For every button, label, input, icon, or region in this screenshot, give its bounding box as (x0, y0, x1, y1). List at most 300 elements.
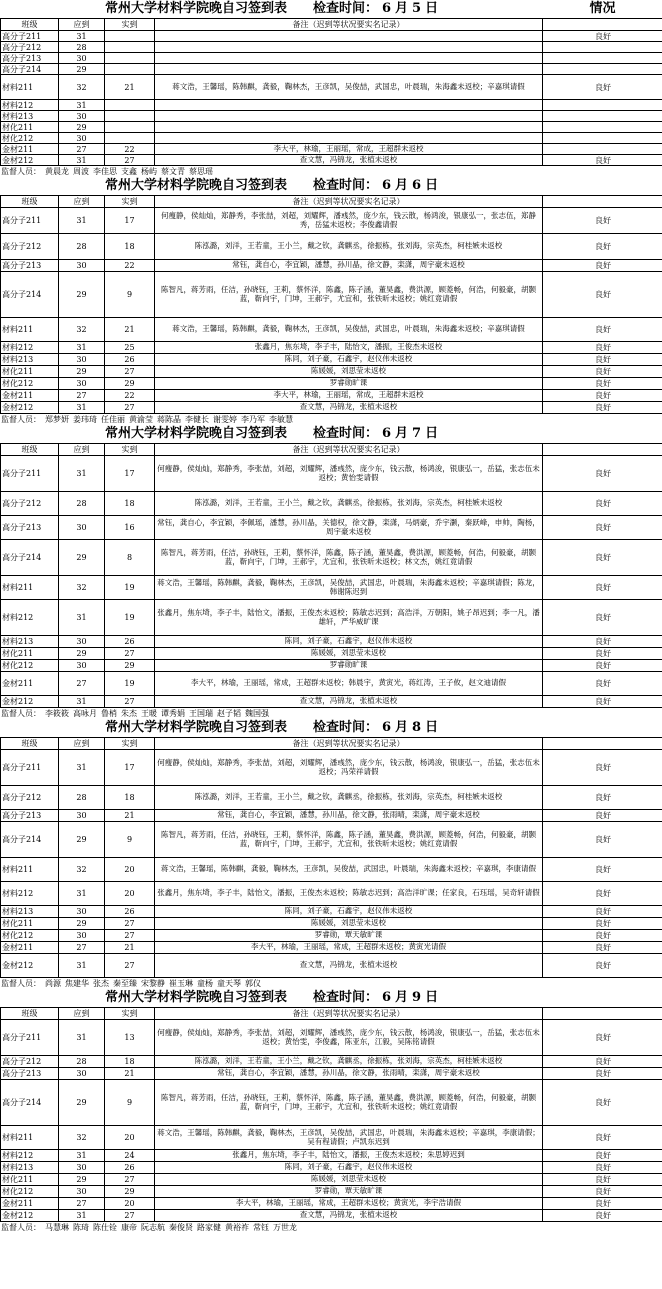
class-name: 高分子213 (1, 810, 59, 822)
status: 良好 (543, 954, 662, 978)
col-header-class: 班级 (1, 196, 59, 208)
class-name: 金材211 (1, 390, 59, 402)
should-count: 31 (59, 882, 105, 906)
remark: 陈泓潞，刘洋，王若童，王小兰，戴之钦，龚麒丞，徐振栋，张刘海，宗英杰，柯桂嫉未返校 (155, 492, 543, 516)
supervisor-name: 尚源 (45, 979, 61, 988)
table-row (1, 31, 662, 42)
supervisor-name: 康帝 (121, 1223, 137, 1232)
should-count: 29 (59, 822, 105, 858)
check-day: 7 (412, 426, 422, 441)
supervisor-name: 李敏慧 (269, 415, 293, 424)
actual-count: 29 (105, 660, 155, 672)
remark (155, 31, 543, 42)
should-count: 31 (59, 600, 105, 636)
col-header-status (543, 1008, 662, 1020)
actual-count: 27 (105, 696, 155, 708)
table-row (1, 75, 662, 100)
class-name: 金材212 (1, 954, 59, 978)
remark: 李大平，林瑜，王丽瑶，常成，王超群未返校；韩晨宇，黄寅光，蒋红涛，王子攸，赵文迪请假 (155, 672, 543, 696)
month-unit: 月 (395, 1, 409, 16)
month-unit: 月 (395, 990, 409, 1005)
col-header-class: 班级 (1, 444, 59, 456)
remark (155, 53, 543, 64)
remark: 李大平，林瑜，王丽瑶，常成，王超群未返校；黄寅光，李宇浩请假 (155, 1198, 543, 1210)
actual-count: 24 (105, 1150, 155, 1162)
table-row (1, 1186, 662, 1198)
status: 良好 (543, 354, 662, 366)
should-count: 29 (59, 1080, 105, 1126)
actual-count (105, 133, 155, 144)
remark: 何瘦静，侯灿灿，郑静秀，李张喆，刘超，刘耀辉，潘彧然，庞少东，钱云散，杨鸿浚，银康弘一，岳猛，张志伍未返校；冯荣祥请假 (155, 750, 543, 786)
class-name: 材料212 (1, 100, 59, 111)
table-row (1, 492, 662, 516)
supervisor-name: 王国瑞 (189, 709, 213, 718)
col-header-status (543, 444, 662, 456)
supervisor-label: 监督人员： (1, 1223, 41, 1232)
table-row (1, 144, 662, 155)
check-day: 5 (412, 1, 422, 16)
supervisor-name: 童杨 (197, 979, 213, 988)
remark: 蒋文浩，王馨瑶，陈韩麒，龚毅，鞠林杰，王彦凯，吴俊喆，武国忠，叶晨瑞，朱海鑫未返校；辛嘉琪请假 (155, 75, 543, 100)
day-table (0, 425, 662, 708)
class-name: 高分子211 (1, 208, 59, 234)
actual-count (105, 111, 155, 122)
status: 良好 (543, 1068, 662, 1080)
class-name: 材料212 (1, 600, 59, 636)
supervisor-name: 秦俊贤 (169, 1223, 193, 1232)
remark: 罗睿勋，覃天敏旷课 (155, 930, 543, 942)
status: 良好 (543, 390, 662, 402)
class-name: 材料212 (1, 1150, 59, 1162)
title-text: 常州大学材料学院晚自习签到表 (104, 1, 287, 16)
check-month: 6 (381, 178, 392, 193)
col-header-remarks: 备注（迟到等状况要实名记录） (155, 19, 543, 31)
should-count: 28 (59, 1056, 105, 1068)
actual-count: 20 (105, 1126, 155, 1150)
month-unit: 月 (395, 426, 409, 441)
table-row (1, 540, 662, 576)
table-row (1, 42, 662, 53)
remark: 陈媛媛，刘思莹未返校 (155, 366, 543, 378)
should-count: 31 (59, 1020, 105, 1056)
table-row (1, 1198, 662, 1210)
supervisor-name: 黄裕祚 (225, 1223, 249, 1232)
class-name: 高分子211 (1, 1020, 59, 1056)
actual-count: 21 (105, 318, 155, 342)
status: 良好 (543, 516, 662, 540)
remark: 常钰，龚自心，李宜颖，潘慧，孙川晶，徐文静，张雨晴，栾潇，周宇豪未返校 (155, 1068, 543, 1080)
check-day: 9 (412, 990, 422, 1005)
supervisor-name: 崔玉琳 (169, 979, 193, 988)
status: 良好 (543, 882, 662, 906)
col-header-remarks: 备注（迟到等状况要实名记录） (155, 1008, 543, 1020)
class-name: 材料213 (1, 906, 59, 918)
remark: 李大平，林瑜，王丽瑶，常成，王超群未返校；黄寅光请假 (155, 942, 543, 954)
remark: 蒋文浩，王馨瑶，陈韩麒，龚毅，鞠林杰，王彦凯，吴俊喆，武国忠，叶晨瑞，朱海鑫未返校；辛嘉琪请假 (155, 318, 543, 342)
supervisor-name: 焦建华 (65, 979, 89, 988)
actual-count: 18 (105, 1056, 155, 1068)
supervisor-name: 陈仕铨 (93, 1223, 117, 1232)
actual-count: 18 (105, 492, 155, 516)
table-row (1, 918, 662, 930)
should-count: 30 (59, 930, 105, 942)
class-name: 材料213 (1, 636, 59, 648)
should-count: 30 (59, 636, 105, 648)
should-count: 28 (59, 42, 105, 53)
class-name: 高分子212 (1, 42, 59, 53)
table-row (1, 786, 662, 810)
status: 良好 (543, 1162, 662, 1174)
table-row (1, 155, 662, 166)
should-count: 27 (59, 1198, 105, 1210)
check-day: 8 (412, 720, 422, 735)
check-month: 6 (381, 426, 392, 441)
supervisor-name: 高咏月 (73, 709, 97, 718)
class-name: 金材212 (1, 1210, 59, 1222)
class-name: 材料213 (1, 1162, 59, 1174)
actual-count: 21 (105, 810, 155, 822)
supervisor-name: 宋黎静 (141, 979, 165, 988)
should-count: 30 (59, 906, 105, 918)
status (543, 133, 662, 144)
class-name: 材化212 (1, 930, 59, 942)
actual-count: 26 (105, 906, 155, 918)
supervisor-name: 谢雯婷 (213, 415, 237, 424)
should-count: 30 (59, 660, 105, 672)
status: 良好 (543, 918, 662, 930)
month-unit: 月 (395, 720, 409, 735)
supervisor-name: 谭秀娟 (161, 709, 185, 718)
remark: 陈泓潞，刘洋，王若童，王小兰，戴之钦，龚麒丞，徐振栋，张刘海，宗英杰，柯桂嫉未返校 (155, 234, 543, 260)
col-header-remarks: 备注（迟到等状况要实名记录） (155, 738, 543, 750)
remark: 陈同，刘子豪，石鑫宇，赵仪伟未返校 (155, 354, 543, 366)
actual-count (105, 100, 155, 111)
supervisor-line (0, 414, 662, 425)
check-time-label: 检查时间： (312, 178, 378, 193)
should-count: 29 (59, 272, 105, 318)
supervisor-name: 李乃军 (241, 415, 265, 424)
supervisor-name: 万世龙 (273, 1223, 297, 1232)
class-name: 材化212 (1, 660, 59, 672)
supervisor-name: 蒋陈晶 (157, 415, 181, 424)
status: 良好 (543, 942, 662, 954)
actual-count: 27 (105, 402, 155, 414)
class-name: 高分子214 (1, 822, 59, 858)
day-table (0, 989, 662, 1222)
supervisor-name: 朱杰 (121, 709, 137, 718)
class-name: 高分子214 (1, 540, 59, 576)
day-unit: 日 (425, 990, 439, 1005)
supervisor-name: 蔡文青 (161, 167, 185, 176)
status: 良好 (543, 456, 662, 492)
status: 良好 (543, 906, 662, 918)
class-name: 材化212 (1, 378, 59, 390)
class-name: 材料212 (1, 342, 59, 354)
should-count: 30 (59, 516, 105, 540)
table-row (1, 1150, 662, 1162)
class-name: 高分子214 (1, 272, 59, 318)
status: 良好 (543, 930, 662, 942)
actual-count: 27 (105, 366, 155, 378)
table-row (1, 64, 662, 75)
actual-count: 22 (105, 390, 155, 402)
col-header-actual: 实到 (105, 738, 155, 750)
table-row (1, 318, 662, 342)
remark: 陈同，刘子豪，石鑫宇，赵仪伟未返校 (155, 1162, 543, 1174)
table-row (1, 456, 662, 492)
class-name: 材料211 (1, 858, 59, 882)
status: 良好 (543, 858, 662, 882)
sheet-title (1, 989, 543, 1008)
supervisor-line (0, 978, 662, 989)
status: 良好 (543, 1174, 662, 1186)
class-name: 材料211 (1, 1126, 59, 1150)
col-header-actual: 实到 (105, 444, 155, 456)
table-row (1, 402, 662, 414)
status: 良好 (543, 1198, 662, 1210)
should-count: 27 (59, 672, 105, 696)
sheet-title (1, 425, 543, 444)
should-count: 29 (59, 366, 105, 378)
check-day: 6 (412, 178, 422, 193)
actual-count: 9 (105, 822, 155, 858)
should-count: 31 (59, 456, 105, 492)
table-row (1, 810, 662, 822)
table-row (1, 390, 662, 402)
col-header-actual: 实到 (105, 19, 155, 31)
class-name: 材料211 (1, 75, 59, 100)
should-count: 27 (59, 144, 105, 155)
table-row (1, 1126, 662, 1150)
should-count: 30 (59, 810, 105, 822)
remark: 查文慧，冯锦龙，张植未返校 (155, 954, 543, 978)
supervisor-label: 监督人员： (1, 167, 41, 176)
should-count: 32 (59, 318, 105, 342)
table-row (1, 942, 662, 954)
supervisor-name: 黄晨龙 (45, 167, 69, 176)
should-count: 31 (59, 31, 105, 42)
table-row (1, 122, 662, 133)
should-count: 30 (59, 1186, 105, 1198)
actual-count: 17 (105, 750, 155, 786)
should-count: 30 (59, 378, 105, 390)
table-row (1, 882, 662, 906)
should-count: 27 (59, 390, 105, 402)
class-name: 材化211 (1, 648, 59, 660)
title-text: 常州大学材料学院晚自习签到表 (104, 178, 287, 193)
should-count: 28 (59, 786, 105, 810)
class-name: 高分子213 (1, 516, 59, 540)
class-name: 材化211 (1, 122, 59, 133)
class-name: 高分子212 (1, 1056, 59, 1068)
status: 良好 (543, 208, 662, 234)
remark: 张鑫月，焦东埼，李子丰，陆怡文，潘振，王俊杰未返校；陈敏志迟到；高浩洋旷课；任家良，石珏瑶，吴奇轩请假 (155, 882, 543, 906)
actual-count: 19 (105, 576, 155, 600)
col-header-status (543, 738, 662, 750)
class-name: 金材212 (1, 696, 59, 708)
should-count: 29 (59, 918, 105, 930)
status: 良好 (543, 1020, 662, 1056)
should-count: 32 (59, 1126, 105, 1150)
actual-count: 25 (105, 342, 155, 354)
actual-count: 13 (105, 1020, 155, 1056)
status: 良好 (543, 660, 662, 672)
day-unit: 日 (425, 1, 439, 16)
situation-header (543, 989, 662, 1008)
supervisor-line (0, 708, 662, 719)
table-row (1, 600, 662, 636)
supervisor-label: 监督人员： (1, 709, 41, 718)
should-count: 27 (59, 942, 105, 954)
remark: 张鑫月，焦东埼，李子丰，陆怡文，潘振，王俊杰未返校；陈敏志迟到；高浩洋，万朝阳，姚子昂迟到；李一凡，潘雄轩，严华威旷课 (155, 600, 543, 636)
check-time-label: 检查时间： (312, 426, 378, 441)
check-time-label: 检查时间： (312, 1, 378, 16)
should-count: 30 (59, 260, 105, 272)
table-row (1, 1174, 662, 1186)
table-row (1, 1056, 662, 1068)
actual-count: 29 (105, 1186, 155, 1198)
supervisor-name: 魏国强 (245, 709, 269, 718)
supervisor-name: 路家健 (197, 1223, 221, 1232)
remark: 陈泓潞，刘洋，王若童，王小兰，戴之钦，龚麒丞，徐振栋，张刘海，宗英杰，柯桂嫉未返校 (155, 1056, 543, 1068)
actual-count: 27 (105, 155, 155, 166)
status: 良好 (543, 492, 662, 516)
actual-count: 18 (105, 234, 155, 260)
remark: 查文慧，冯锦龙，张植未返校 (155, 1210, 543, 1222)
status (543, 53, 662, 64)
status (543, 111, 662, 122)
should-count: 30 (59, 53, 105, 64)
month-unit: 月 (395, 178, 409, 193)
table-row (1, 272, 662, 318)
actual-count (105, 31, 155, 42)
supervisor-name: 李筱筱 (45, 709, 69, 718)
should-count: 28 (59, 492, 105, 516)
actual-count: 19 (105, 672, 155, 696)
col-header-should: 应到 (59, 1008, 105, 1020)
status: 良好 (543, 366, 662, 378)
should-count: 31 (59, 402, 105, 414)
table-row (1, 660, 662, 672)
table-row (1, 1080, 662, 1126)
actual-count: 27 (105, 930, 155, 942)
supervisor-name: 常钰 (253, 1223, 269, 1232)
supervisor-line (0, 1222, 662, 1233)
actual-count: 9 (105, 1080, 155, 1126)
day-unit: 日 (425, 178, 439, 193)
actual-count: 20 (105, 858, 155, 882)
status: 良好 (543, 540, 662, 576)
should-count: 31 (59, 1150, 105, 1162)
remark: 查文慧，冯锦龙，张植未返校 (155, 155, 543, 166)
class-name: 金材211 (1, 672, 59, 696)
class-name: 高分子212 (1, 786, 59, 810)
table-row (1, 1162, 662, 1174)
class-name: 材化211 (1, 1174, 59, 1186)
actual-count: 26 (105, 1162, 155, 1174)
should-count: 29 (59, 540, 105, 576)
class-name: 高分子211 (1, 31, 59, 42)
status: 良好 (543, 1150, 662, 1162)
class-name: 金材211 (1, 1198, 59, 1210)
remark: 常钰，龚自心，李宜颖，李佩瑶，潘慧，孙川晶，关德权，徐文静，栾潇，马炳豪，乔宇灏，秦跃峰，申帅，陶杨，周宇豪未返校 (155, 516, 543, 540)
supervisor-name: 阮志航 (141, 1223, 165, 1232)
should-count: 31 (59, 954, 105, 978)
actual-count: 29 (105, 378, 155, 390)
table-row (1, 576, 662, 600)
col-header-actual: 实到 (105, 1008, 155, 1020)
table-row (1, 342, 662, 354)
title-text: 常州大学材料学院晚自习签到表 (104, 426, 287, 441)
class-name: 金材211 (1, 144, 59, 155)
class-name: 材料213 (1, 111, 59, 122)
day-table (0, 0, 662, 166)
actual-count: 27 (105, 1174, 155, 1186)
status: 良好 (543, 1126, 662, 1150)
remark: 何瘦静，侯灿灿，郑静秀，李张喆，刘超，刘耀辉，潘彧然，庞少东，钱云散，杨鸿浚，银康弘一，张志伍，郑静秀，岳猛未返校；李俊鑫请假 (155, 208, 543, 234)
remark: 蒋文浩，王馨瑶，陈韩麒，龚毅，鞠林杰，王彦凯，吴俊喆，武国忠，叶晨瑞，朱海鑫未返校；辛嘉琪，李康请假；吴有程请假；卢凯东迟到 (155, 1126, 543, 1150)
class-name: 高分子211 (1, 750, 59, 786)
table-row (1, 100, 662, 111)
supervisor-name: 陈琦 (73, 1223, 89, 1232)
table-row (1, 822, 662, 858)
table-row (1, 930, 662, 942)
class-name: 高分子212 (1, 234, 59, 260)
col-header-class: 班级 (1, 1008, 59, 1020)
class-name: 材化212 (1, 1186, 59, 1198)
class-name: 高分子214 (1, 64, 59, 75)
sheet-title (1, 177, 543, 196)
class-name: 高分子214 (1, 1080, 59, 1126)
actual-count: 27 (105, 918, 155, 930)
remark: 陈智凡，蒋芳雨，任洁，孙晓钰，王莉，蔡怀洋，陈鑫，陈子涵，董昊鑫，费洪源，顾菱畅，何浩，何毅豪，胡颢蓝，靳向宇，门坤，王郝宇，尤宜和，张铁昕未返校；姚红竟请假 (155, 1080, 543, 1126)
class-name: 材料212 (1, 882, 59, 906)
status: 良好 (543, 75, 662, 100)
supervisor-name: 郑梦妍 (45, 415, 69, 424)
class-name: 高分子213 (1, 53, 59, 64)
col-header-should: 应到 (59, 738, 105, 750)
table-row (1, 750, 662, 786)
table-row (1, 1068, 662, 1080)
remark (155, 100, 543, 111)
status: 良好 (543, 786, 662, 810)
class-name: 高分子213 (1, 260, 59, 272)
actual-count: 17 (105, 456, 155, 492)
supervisor-name: 马慧琳 (45, 1223, 69, 1232)
status: 良好 (543, 822, 662, 858)
remark: 陈智凡，蒋芳雨，任洁，孙晓钰，王莉，蔡怀洋，陈鑫，陈子涵，董昊鑫，费洪源，顾菱畅，何浩，何毅豪，胡颢蓝，靳向宇，门坤，王郝宇，尤宜和，张铁昕未返校；林文杰，姚红竟请假 (155, 540, 543, 576)
class-name: 材化211 (1, 918, 59, 930)
status: 良好 (543, 272, 662, 318)
should-count: 32 (59, 75, 105, 100)
remark: 陈同，刘子豪，石鑫宇，赵仪伟未返校 (155, 906, 543, 918)
remark: 陈智凡，蒋芳雨，任洁，孙晓钰，王莉，蔡怀洋，陈鑫，陈子涵，董昊鑫，费洪源，顾菱畅，何浩，何毅豪，胡颢蓝，靳向宇，门坤，王郝宇，尤宜和，张铁昕未返校；姚红竟请假 (155, 822, 543, 858)
status: 良好 (543, 576, 662, 600)
status: 良好 (543, 1210, 662, 1222)
class-name: 材料211 (1, 318, 59, 342)
title-text: 常州大学材料学院晚自习签到表 (104, 720, 287, 735)
situation-header (543, 719, 662, 738)
actual-count: 18 (105, 786, 155, 810)
table-row (1, 133, 662, 144)
col-header-remarks: 备注（迟到等状况要实名记录） (155, 444, 543, 456)
status: 良好 (543, 1080, 662, 1126)
remark: 罗睿勋旷课 (155, 378, 543, 390)
table-row (1, 53, 662, 64)
remark: 陈泓潞，刘洋，王若童，王小兰，戴之钦，龚麒丞，徐振栋，张刘海，宗英杰，柯桂嫉未返校 (155, 786, 543, 810)
class-name: 高分子213 (1, 1068, 59, 1080)
table-row (1, 672, 662, 696)
